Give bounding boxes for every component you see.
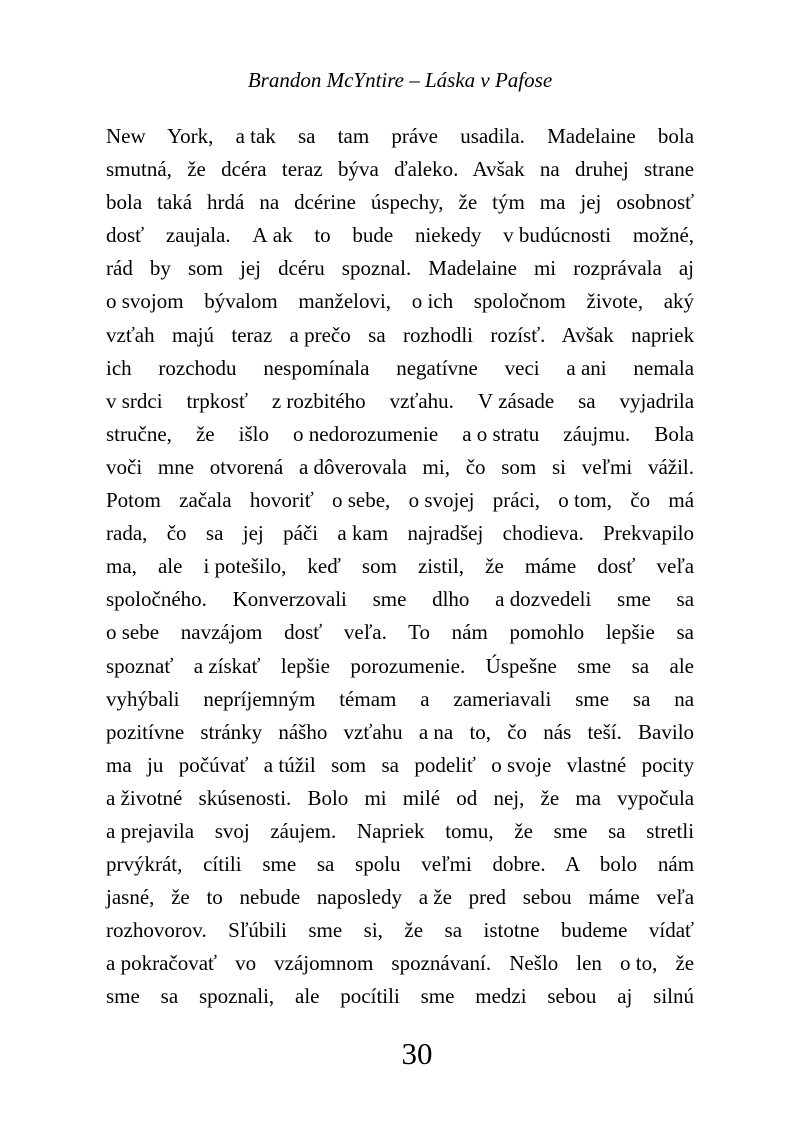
text-line: spoznať a získať lepšie porozumenie. Úspešne sme sa ale — [106, 653, 694, 678]
text-line: dosť zaujala. A ak to bude niekedy v budúcnosti možné, — [106, 223, 695, 248]
text-line: rozhovorov. Sľúbili sme si, že sa istotne budeme vídať — [106, 918, 695, 943]
text-line: Potom začala hovoriť o sebe, o svojej práci, o tom, čo má — [106, 488, 695, 513]
text-line: a prejavila svoj záujem. Napriek tomu, že sme sa stretli — [106, 818, 695, 843]
text-line: rada, čo sa jej páči a kam najradšej chodieva. Prekvapilo — [106, 521, 695, 546]
text-line: ma ju počúvať a túžil som sa podeliť o svoje vlastné pocity — [106, 752, 695, 777]
text-line: a životné skúsenosti. Bolo mi milé od nej, že ma vypočula — [106, 785, 695, 810]
text-line: vzťah majú teraz a prečo sa rozhodli rozísť. Avšak napriek — [106, 322, 695, 347]
text-line: sme sa spoznali, ale pocítili sme medzi sebou aj silnú — [106, 984, 694, 1009]
text-line: ma, ale i potešilo, keď som zistil, že máme dosť veľa — [106, 554, 695, 579]
text-line: bola taká hrdá na dcérine úspechy, že tým ma jej osobnosť — [106, 190, 695, 215]
text-line: pozitívne stránky nášho vzťahu a na to, čo nás teší. Bavilo — [106, 719, 695, 744]
text-line: prvýkrát, cítili sme sa spolu veľmi dobre. A bolo nám — [106, 852, 695, 877]
text-line: o sebe navzájom dosť veľa. To nám pomohlo lepšie sa — [106, 620, 694, 645]
text-line: v srdci trpkosť z rozbitého vzťahu. V zásade sa vyjadrila — [106, 388, 695, 413]
text-line: rád by som jej dcéru spoznal. Madelaine mi rozprávala aj — [106, 256, 695, 281]
text-line: stručne, že išlo o nedorozumenie a o stratu záujmu. Bola — [106, 421, 695, 446]
text-line: ich rozchodu nespomínala negatívne veci a ani nemala — [106, 355, 695, 380]
body-text — [106, 120, 694, 1014]
text-line: voči mne otvorená a dôverovala mi, čo som si veľmi vážil. — [106, 454, 695, 479]
text-line: smutná, že dcéra teraz býva ďaleko. Avšak na druhej strane — [106, 157, 695, 182]
page-number: 30 — [401, 1036, 433, 1071]
text-line: spoločného. Konverzovali sme dlho a dozvedeli sme sa — [106, 587, 695, 612]
text-line: jasné, že to nebude naposledy a že pred sebou máme veľa — [106, 885, 695, 910]
text-line: New York, a tak sa tam práve usadila. Madelaine bola — [106, 124, 695, 148]
running-header: Brandon McYntire – Láska v Pafose — [247, 68, 553, 92]
text-line: vyhýbali nepríjemným témam a zameriavali sme sa na — [106, 686, 695, 711]
text-line: o svojom bývalom manželovi, o ich spoločnom živote, aký — [106, 289, 695, 314]
text-line: a pokračovať vo vzájomnom spoznávaní. Nešlo len o to, že — [106, 951, 695, 976]
